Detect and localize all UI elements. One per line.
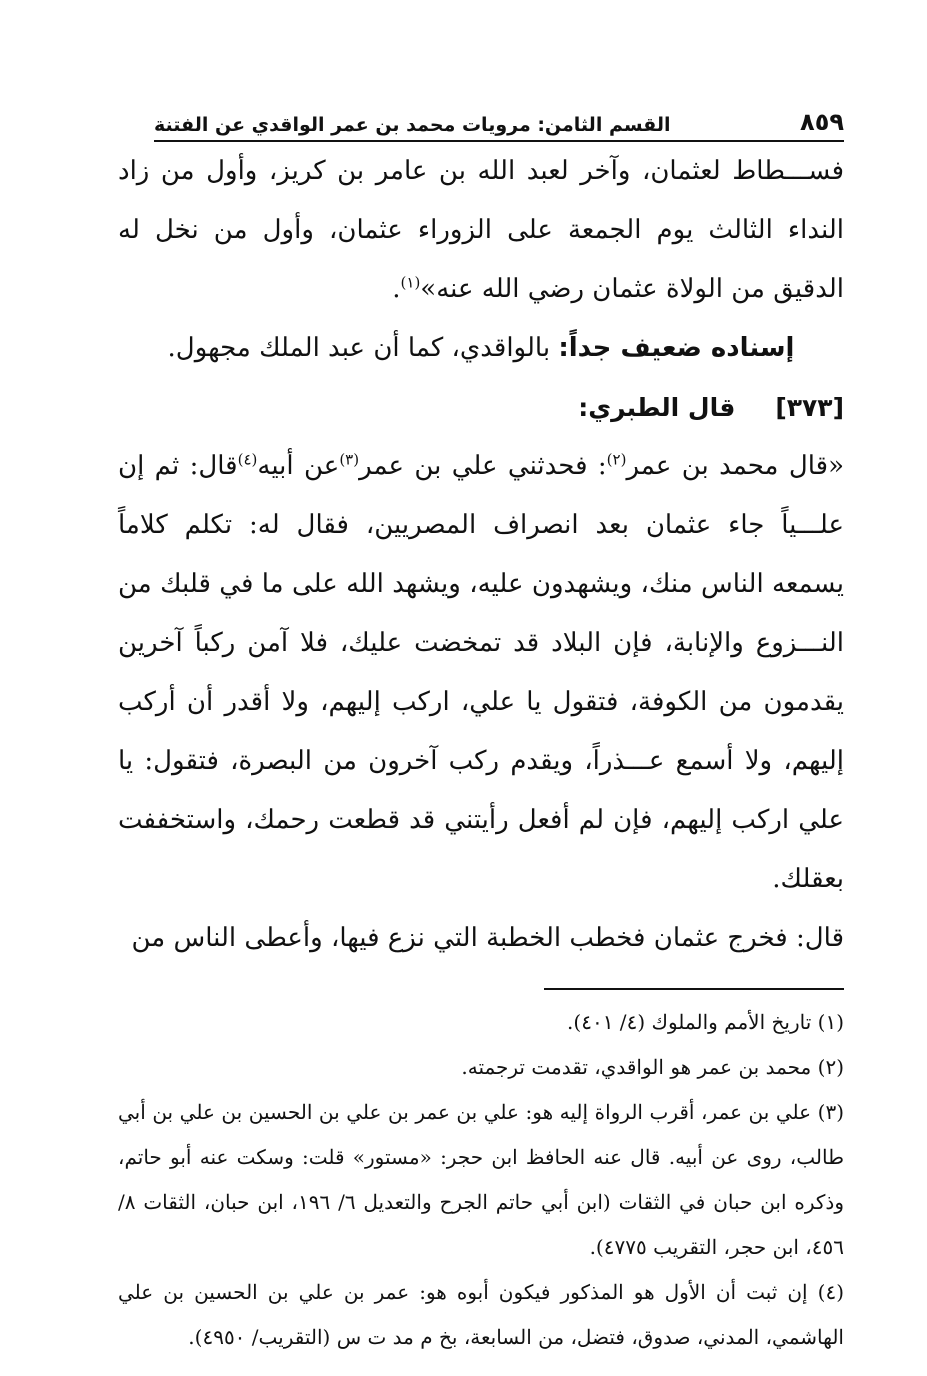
narration-heading	[118, 378, 844, 437]
closing-paragraph	[118, 909, 844, 968]
running-header	[154, 108, 844, 142]
narration-paragraph	[118, 437, 844, 909]
continuation-end: .	[392, 274, 401, 304]
footnote-divider	[544, 988, 844, 990]
continuation-paragraph	[118, 142, 844, 319]
footnotes	[118, 1000, 844, 1360]
footnote-ref: (١)	[400, 273, 421, 292]
narration-source: قال الطبري:	[578, 393, 736, 422]
narration-number: [٣٧٣]	[775, 393, 844, 422]
footnote-2: (٢) محمد بن عمر هو الواقدي، تقدمت ترجمته.	[461, 1055, 844, 1079]
footnote-ref: (٤)	[237, 450, 258, 469]
footnote-1: (١) تاريخ الأمم والملوك (٤/ ٤٠١).	[567, 1010, 844, 1034]
narration-text-a: «قال محمد بن عمر	[626, 451, 844, 481]
book-page	[118, 108, 844, 1360]
grading-label: إسناده ضعيف جداً:	[558, 333, 795, 363]
footnote-3: (٣) علي بن عمر، أقرب الرواة إليه هو: علي بن عمر بن علي بن الحسين بن علي بن أبي طالب، روى عن أبيه. قال عنه الحافظ ابن حجر: «مستور» قلت: وسكت عنه أبو حاتم، وذكره ابن حبان في الثقات (ابن أبي حاتم الجرح والتعديل ٦/ ١٩٦، ابن حبان، الثقات ٨/ ٤٥٦، ابن حجر، التقريب ٤٧٧٥).	[118, 1100, 844, 1259]
continuation-text: فســـطاط لعثمان، وآخر لعبد الله بن عامر بن كريز، وأول من زاد النداء الثالث يوم الجمعة على الزوراء عثمان، وأول من نخل له الدقيق من الولاة عثمان رضي الله عنه»	[118, 156, 844, 304]
footnote-ref: (٢)	[606, 450, 627, 469]
grading-text: بالواقدي، كما أن عبد الملك مجهول.	[167, 333, 559, 363]
closing-text: قال: فخرج عثمان فخطب الخطبة التي نزع فيها، وأعطى الناس من	[131, 923, 844, 953]
page-number: ٨٥٩	[800, 108, 844, 136]
footnote-ref: (٣)	[339, 450, 360, 469]
narration-text-c: عن أبيه	[257, 451, 340, 481]
narration-text-b: : فحدثني علي بن عمر	[359, 451, 607, 481]
section-title: القسم الثامن: مرويات محمد بن عمر الواقدي عن الفتنة	[154, 114, 671, 136]
narration-text-d: قال: ثم إن علـــياً جاء عثمان بعد انصراف المصريين، فقال له: تكلم كلاماً يسمعه الناس منك، ويشهدون عليه، ويشهد الله على ما في قلبك من النـــزوع والإنابة، فإن البلاد قد تمخضت عليك، فلا آمن ركباً آخرين يقدمون من الكوفة، فتقول يا علي، اركب إليهم، ولا أقدر أن أركب إليهم، ولا أسمع عـــذراً، ويقدم ركب آخرون من البصرة، فتقول: يا علي اركب إليهم، فإن لم أفعل رأيتني قد قطعت رحمك، واستخففت بعقلك.	[118, 451, 844, 894]
footnote-4: (٤) إن ثبت أن الأول هو المذكور فيكون أبوه هو: عمر بن علي بن الحسين بن علي الهاشمي، المدني، صدوق، فتضل، من السابعة، بخ م مد ت س (التقريب/ ٤٩٥٠).	[118, 1280, 844, 1349]
grading-line	[118, 319, 844, 378]
